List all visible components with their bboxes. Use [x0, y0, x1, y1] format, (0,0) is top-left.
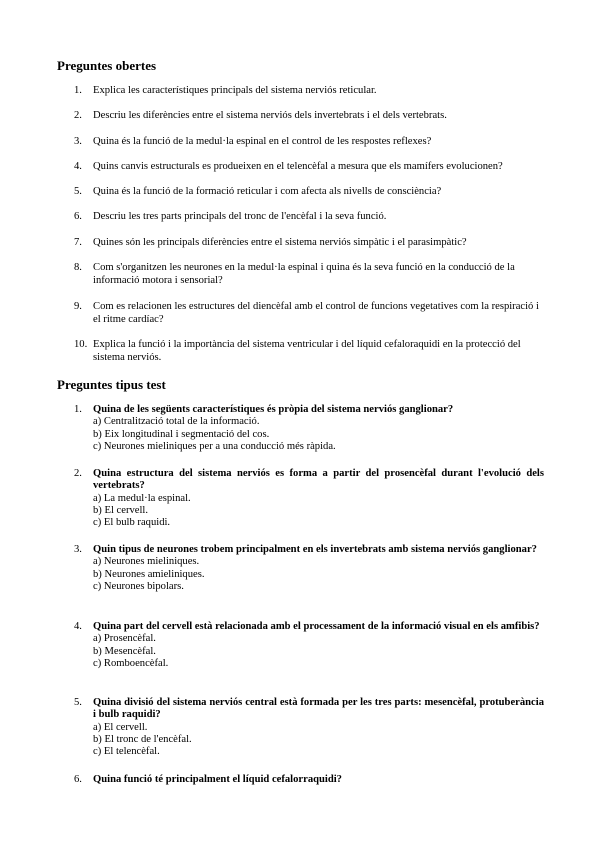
open-question-1: [74, 85, 544, 98]
open-question-7: [74, 237, 544, 250]
open-questions-title: Preguntes obertes: [57, 58, 157, 73]
option-a: a) El cervell.: [93, 721, 148, 733]
option-b: b) Mesencèfal.: [93, 645, 156, 657]
test-question-5: [74, 697, 544, 758]
open-question-5: [74, 186, 544, 199]
question-text: Quina és la funció de la formació reticular i com afecta als nivells de consciència?: [93, 186, 442, 197]
test-question-2: [74, 468, 544, 529]
option-a: a) Neurones mieliniques.: [93, 556, 200, 568]
test-question-3: [74, 544, 544, 593]
open-question-3: [74, 136, 544, 149]
question-number: 6.: [74, 774, 82, 785]
option-c: c) El telencèfal.: [93, 746, 160, 758]
open-question-4: [74, 161, 544, 174]
option-c: c) Romboencèfal.: [93, 657, 169, 669]
option-c: c) Neurones bipolars.: [93, 580, 184, 592]
question-number: 2.: [74, 110, 82, 121]
option-c: c) El bulb raquidi.: [93, 517, 171, 529]
option-c: c) Neurones mieliniques per a una conducció més ràpida.: [93, 440, 336, 452]
question-text: Descriu les tres parts principals del tronc de l'encèfal i la seva funció.: [93, 211, 387, 222]
question-number: 4.: [74, 621, 82, 632]
question-number: 3.: [74, 136, 82, 147]
question-number: 9.: [74, 301, 82, 312]
question-text: Com s'organitzen les neurones en la medul·la espinal i quina és la seva funció en la conducció de la informació motora i sensorial?: [93, 262, 515, 286]
option-a: a) La medul·la espinal.: [93, 492, 191, 504]
open-question-10: [74, 339, 544, 364]
question-number: 1.: [74, 404, 82, 415]
question-number: 1.: [74, 85, 82, 96]
open-question-8: [74, 262, 544, 287]
question-number: 10.: [74, 339, 88, 350]
question-text: Quina divisió del sistema nerviós central està formada per les tres parts: mesencèfal, protuberància i bulb raquidi?: [93, 697, 544, 721]
question-text: Quines són les principals diferències entre el sistema nerviós simpàtic i el parasimpàtic?: [93, 237, 467, 248]
question-text: Explica les característiques principals del sistema nerviós reticular.: [93, 85, 377, 96]
question-text: Quina estructura del sistema nerviós es forma a partir del prosencèfal durant l'evolució dels vertebrats?: [93, 468, 544, 492]
question-number: 3.: [74, 544, 82, 555]
question-text: Quina de les següents característiques és pròpia del sistema nerviós ganglionar?: [93, 404, 454, 415]
test-question-4: [74, 621, 544, 670]
test-question-1: [74, 404, 544, 453]
option-b: b) Neurones amieliniques.: [93, 568, 205, 580]
open-question-6: [74, 211, 544, 224]
question-text: Quin tipus de neurones trobem principalment en els invertebrats amb sistema nerviós ganglionar?: [93, 544, 537, 555]
test-question-6: [74, 774, 544, 786]
option-a: a) Centralització total de la informació.: [93, 416, 260, 428]
question-number: 7.: [74, 237, 82, 248]
question-text: Explica la funció i la importància del sistema ventricular i del líquid cefaloraquidi en la protecció del sistema nerviós.: [93, 339, 521, 363]
option-b: b) El cervell.: [93, 504, 149, 516]
question-text: Quina part del cervell està relacionada amb el processament de la informació visual en els amfibis?: [93, 621, 540, 632]
question-number: 8.: [74, 262, 82, 273]
question-number: 6.: [74, 211, 82, 222]
question-number: 4.: [74, 161, 82, 172]
question-text: Com es relacionen les estructures del diencèfal amb el control de funcions vegetatives com la respiració i el ritme cardíac?: [93, 301, 539, 325]
option-a: a) Prosencèfal.: [93, 633, 156, 645]
question-number: 5.: [74, 697, 82, 708]
question-text: Quins canvis estructurals es produeixen en el telencèfal a mesura que els mamífers evolucionen?: [93, 161, 503, 172]
question-number: 2.: [74, 468, 82, 479]
question-text: Descriu les diferències entre el sistema nerviós dels invertebrats i el dels vertebrats.: [93, 110, 447, 121]
open-question-9: [74, 301, 544, 326]
question-text: Quina és la funció de la medul·la espinal en el control de les respostes reflexes?: [93, 136, 432, 147]
open-question-2: [74, 110, 544, 123]
question-number: 5.: [74, 186, 82, 197]
option-b: b) Eix longitudinal i segmentació del cos.: [93, 428, 270, 440]
option-b: b) El tronc de l'encèfal.: [93, 733, 192, 745]
question-text: Quina funció té principalment el líquid cefalorraquidi?: [93, 774, 342, 785]
test-questions-title: Preguntes tipus test: [57, 377, 166, 392]
